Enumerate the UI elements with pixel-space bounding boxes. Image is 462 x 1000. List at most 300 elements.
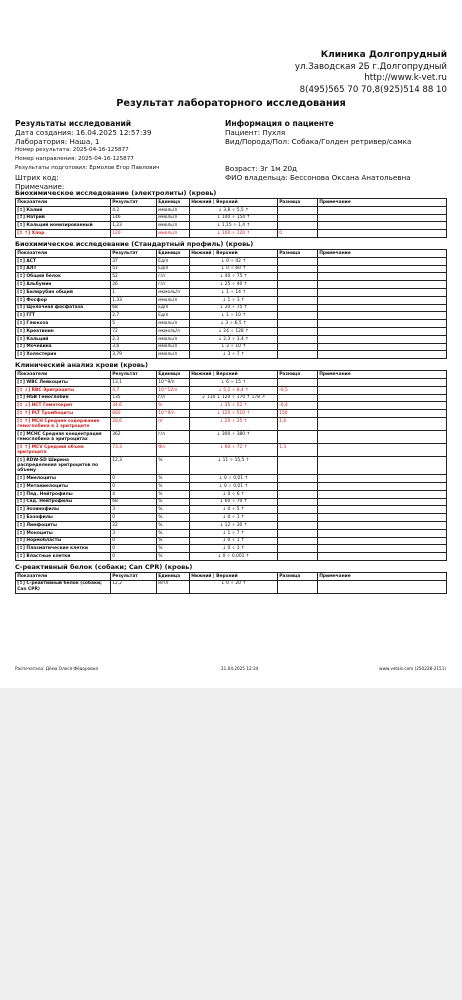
- cell-diff: -0,4: [278, 402, 318, 410]
- cell-result: 660: [111, 410, 157, 418]
- cell-diff: [278, 545, 318, 553]
- cell-note: [318, 343, 447, 351]
- cell-diff: [278, 351, 318, 359]
- table-row: [16, 490, 447, 498]
- cell-range: ↓ 0 ÷ 5 ↑: [190, 506, 278, 514]
- cell-range: ↓ 1,15 ÷ 1,4 ↑: [190, 222, 278, 230]
- table-row: [16, 521, 447, 529]
- cell-diff: [278, 553, 318, 561]
- cell-unit: ммоль/л: [157, 335, 190, 343]
- cell-result: 26: [111, 281, 157, 289]
- cell-note: [318, 402, 447, 410]
- cell-name: [↕] Эозинофилы: [16, 506, 111, 514]
- cell-result: 72: [111, 327, 157, 335]
- cell-range: ↓ 0 ÷ 20 ↑: [190, 580, 278, 593]
- cell-note: [318, 417, 447, 430]
- cell-range: ↓ 5,2 ÷ 8,4 ↑: [190, 386, 278, 394]
- table-row: [16, 430, 447, 443]
- cell-name: [↕] Альбумин: [16, 281, 111, 289]
- cell-range: ↓ 25 ÷ 40 ↑: [190, 281, 278, 289]
- column-header-note: Примечание: [318, 199, 447, 207]
- cell-name: [↕] Холестерин: [16, 351, 111, 359]
- column-header-range: Нижний | Верхний: [190, 249, 278, 257]
- cell-unit: г/л: [157, 394, 190, 402]
- cell-range: ↓ 0 ÷ 0,01 ↑: [190, 482, 278, 490]
- cell-note: [318, 327, 447, 335]
- result-number: Номер результата: 2025-04-16-125877: [15, 147, 129, 154]
- cell-diff: [278, 580, 318, 593]
- table-row: [16, 230, 447, 238]
- cell-range: ↓ 0 ÷ 60 ↑: [190, 265, 278, 273]
- column-header-result: Результат: [111, 199, 157, 207]
- cell-unit: %: [157, 482, 190, 490]
- cell-range: ↓ 0 ÷ 1 ↑: [190, 537, 278, 545]
- cell-unit: %: [157, 553, 190, 561]
- cell-note: [318, 410, 447, 418]
- cell-result: 12,2: [111, 580, 157, 593]
- cell-range: ↓ 0 ÷ 0,001 ↑: [190, 553, 278, 561]
- cell-range: ↓ 3 ÷ 6,5 ↑: [190, 320, 278, 328]
- cell-range: ↓ 11 ÷ 15,5 ↑: [190, 456, 278, 474]
- cell-name: [↕ ↑] PLT Тромбоциты: [16, 410, 111, 418]
- column-header-result: Результат: [111, 371, 157, 379]
- cell-range: ↓ 24 ÷ 128 ↑: [190, 327, 278, 335]
- cell-range: ↓ 1 ÷ 10 ↑: [190, 312, 278, 320]
- table-row: [16, 214, 447, 222]
- cell-result: 0: [111, 537, 157, 545]
- table-row: [16, 351, 447, 359]
- cell-result: 5: [111, 320, 157, 328]
- cell-result: 68: [111, 304, 157, 312]
- cell-name: [↕] Моноциты: [16, 529, 111, 537]
- table-row: [16, 456, 447, 474]
- cell-diff: [278, 320, 318, 328]
- table-row: [16, 304, 447, 312]
- cell-range: ↓ 100 ÷ 120 ↑: [190, 230, 278, 238]
- column-header-result: Результат: [111, 572, 157, 580]
- cell-unit: Ед/л: [157, 265, 190, 273]
- cell-note: [318, 257, 447, 265]
- cell-diff: [278, 304, 318, 312]
- table-row: [16, 443, 447, 456]
- cell-range: ↓ 140 ÷ 154 ↑: [190, 214, 278, 222]
- cell-diff: -0,5: [278, 386, 318, 394]
- cell-range: ↓ 0 ÷ 0,01 ↑: [190, 475, 278, 483]
- column-header-name: Показатели: [16, 199, 111, 207]
- cell-diff: [278, 296, 318, 304]
- table-row: [16, 320, 447, 328]
- cell-range: ↓ 3 ÷ 10 ↑: [190, 343, 278, 351]
- printed-at: 21.04.2025 12:34: [221, 666, 259, 671]
- cell-name: [↕] Нормобласты: [16, 537, 111, 545]
- cell-unit: Ед/л: [157, 257, 190, 265]
- research-info: [15, 119, 230, 191]
- clinic-website[interactable]: http://www.k-vet.ru: [364, 73, 447, 83]
- cell-diff: [278, 430, 318, 443]
- cell-result: 52: [111, 273, 157, 281]
- cell-result: 3: [111, 529, 157, 537]
- cell-unit: мг/л: [157, 580, 190, 593]
- column-header-diff: Разница: [278, 249, 318, 257]
- table-row: [16, 265, 447, 273]
- research-heading: Результаты исследований: [15, 119, 132, 128]
- cell-diff: 150: [278, 410, 318, 418]
- cell-diff: [278, 312, 318, 320]
- cell-note: [318, 553, 447, 561]
- cell-result: 22: [111, 521, 157, 529]
- clinic-phones: 8(495)565 70 70,8(925)514 88 10: [299, 84, 447, 95]
- cell-result: 3,6: [111, 343, 157, 351]
- printed-by: Распечатала: Дёма Олеся Фёдоровна: [15, 666, 98, 671]
- table-header-row: [16, 199, 447, 207]
- barcode-label: Штрих код:: [15, 173, 59, 183]
- cell-diff: [278, 475, 318, 483]
- cell-name: [↕] АСТ: [16, 257, 111, 265]
- cell-range: ↓ 1 ÷ 3 ↑: [190, 296, 278, 304]
- table-row: [16, 537, 447, 545]
- cell-note: [318, 214, 447, 222]
- table-row: [16, 335, 447, 343]
- cell-diff: [278, 222, 318, 230]
- cell-range: ↓ 1 ÷ 14 ↑: [190, 288, 278, 296]
- cell-name: [↕] Мочевина: [16, 343, 111, 351]
- cell-range: ↓ 0 ÷ 1 ↑: [190, 514, 278, 522]
- cell-diff: 1,3: [278, 443, 318, 456]
- cell-name: [↕] Лимфоциты: [16, 521, 111, 529]
- table-row: [16, 580, 447, 593]
- section-title: Биохимическое исследование (Стандартный профиль) (кровь): [15, 239, 254, 248]
- cell-name: [↕] Пяд. Нейтрофилы: [16, 490, 111, 498]
- cell-diff: [278, 537, 318, 545]
- cell-diff: [278, 273, 318, 281]
- cell-result: 3,79: [111, 351, 157, 359]
- cell-range: ↓ 60 ÷ 72 ↑: [190, 443, 278, 456]
- cell-unit: ммоль/л: [157, 351, 190, 359]
- cell-name: [↕] Калий: [16, 206, 111, 214]
- cell-diff: [278, 214, 318, 222]
- cell-note: [318, 281, 447, 289]
- cell-name: [↕] ГГТ: [16, 312, 111, 320]
- cell-name: [↕] Сяд. Нейтрофилы: [16, 498, 111, 506]
- cell-unit: ммоль/л: [157, 206, 190, 214]
- cell-note: [318, 265, 447, 273]
- cell-name: [↕] MCHC Средняя концентрация гемоглобина в эритроцитах: [16, 430, 111, 443]
- cell-unit: мкмоль/л: [157, 327, 190, 335]
- table-row: [16, 257, 447, 265]
- section-title: С-реактивный белок (собаки; Can CPR) (кровь): [15, 562, 193, 571]
- column-header-diff: Разница: [278, 572, 318, 580]
- table-row: [16, 514, 447, 522]
- table-row: [16, 529, 447, 537]
- cell-result: 51: [111, 265, 157, 273]
- cell-diff: 1,6: [278, 417, 318, 430]
- table-row: [16, 545, 447, 553]
- column-header-diff: Разница: [278, 199, 318, 207]
- results-sections: [15, 189, 446, 596]
- owner-name: ФИО владельца: Бессонова Оксана Анатольевна: [225, 173, 411, 183]
- cell-range: ↓ 40 ÷ 75 ↑: [190, 273, 278, 281]
- cell-name: [↕] С-реактивный белок (собаки; Can CPR): [16, 580, 111, 593]
- column-header-note: Примечание: [318, 371, 447, 379]
- cell-name: [↕ ↑] MCV Средний объем эритроцита: [16, 443, 111, 456]
- cell-result: 13,1: [111, 378, 157, 386]
- column-header-result: Результат: [111, 249, 157, 257]
- cell-result: 120: [111, 230, 157, 238]
- cell-unit: мкмоль/л: [157, 288, 190, 296]
- table-row: [16, 475, 447, 483]
- column-header-unit: Единица: [157, 572, 190, 580]
- cell-note: [318, 475, 447, 483]
- cell-unit: %: [157, 475, 190, 483]
- table-row: [16, 312, 447, 320]
- cell-name: [↕ ↑] MCH Среднее содержание гемоглобина в 1 эритроците: [16, 417, 111, 430]
- cell-unit: %: [157, 402, 190, 410]
- cell-name: [↕] Натрий: [16, 214, 111, 222]
- results-table: [15, 249, 447, 359]
- software-credit: www.vetais.com (250228-2151): [379, 666, 446, 671]
- column-header-range: Нижний | Верхний: [190, 572, 278, 580]
- cell-name: [↕] Базофилы: [16, 514, 111, 522]
- cell-range: ↙ 110 ↓ 120 ÷ 170 ↑ 178 ↗: [190, 394, 278, 402]
- table-row: [16, 281, 447, 289]
- table-row: [16, 273, 447, 281]
- cell-result: 28,6: [111, 417, 157, 430]
- cell-note: [318, 296, 447, 304]
- cell-diff: [278, 257, 318, 265]
- table-row: [16, 410, 447, 418]
- cell-name: [↕] Креатинин: [16, 327, 111, 335]
- cell-unit: г/л: [157, 430, 190, 443]
- cell-note: [318, 288, 447, 296]
- column-header-name: Показатели: [16, 249, 111, 257]
- table-row: [16, 296, 447, 304]
- cell-name: [↕] Щелочная фосфатаза: [16, 304, 111, 312]
- cell-note: [318, 529, 447, 537]
- cell-unit: %: [157, 514, 190, 522]
- note-label: Примечание:: [15, 182, 65, 192]
- cell-diff: [278, 394, 318, 402]
- cell-unit: ммоль/л: [157, 343, 190, 351]
- cell-result: 135: [111, 394, 157, 402]
- cell-diff: [278, 514, 318, 522]
- table-row: [16, 222, 447, 230]
- cell-range: ↓ 300 ÷ 380 ↑: [190, 430, 278, 443]
- cell-result: 3: [111, 506, 157, 514]
- cell-name: [↕] RDW-SD Ширина распределения эритроцитов по объему: [16, 456, 111, 474]
- cell-unit: %: [157, 506, 190, 514]
- cell-unit: ммоль/л: [157, 296, 190, 304]
- cell-name: [↕ ↓] HCT Гематокрит: [16, 402, 111, 410]
- cell-diff: [278, 335, 318, 343]
- cell-diff: [278, 506, 318, 514]
- cell-unit: %: [157, 456, 190, 474]
- table-row: [16, 482, 447, 490]
- results-table: [15, 572, 447, 594]
- cell-range: ↓ 20 ÷ 25 ↑: [190, 417, 278, 430]
- cell-diff: [278, 343, 318, 351]
- cell-result: 1: [111, 288, 157, 296]
- creation-date: Дата создания: 16.04.2025 12:57:39: [15, 128, 152, 138]
- cell-range: ↓ 3,8 ÷ 5,5 ↑: [190, 206, 278, 214]
- cell-unit: г/л: [157, 273, 190, 281]
- referral-number: Номер направления: 2025-04-16-125877: [15, 156, 134, 163]
- cell-range: ↓ 35 ÷ 52 ↑: [190, 402, 278, 410]
- cell-result: 68: [111, 498, 157, 506]
- cell-note: [318, 394, 447, 402]
- cell-note: [318, 514, 447, 522]
- cell-note: [318, 312, 447, 320]
- column-header-unit: Единица: [157, 371, 190, 379]
- table-header-row: [16, 371, 447, 379]
- cell-result: 0: [111, 475, 157, 483]
- column-header-unit: Единица: [157, 199, 190, 207]
- cell-result: 0: [111, 514, 157, 522]
- cell-diff: 0: [278, 230, 318, 238]
- column-header-name: Показатели: [16, 371, 111, 379]
- cell-result: 4: [111, 490, 157, 498]
- cell-note: [318, 304, 447, 312]
- cell-unit: ммоль/л: [157, 320, 190, 328]
- cell-name: [↕] АЛТ: [16, 265, 111, 273]
- cell-name: [↕] WBC Лейкоциты: [16, 378, 111, 386]
- table-row: [16, 394, 447, 402]
- cell-name: [↕ ↑] Хлор: [16, 230, 111, 238]
- cell-name: [↕] Миелоциты: [16, 475, 111, 483]
- cell-result: 2,3: [111, 335, 157, 343]
- cell-range: ↓ 20 ÷ 75 ↑: [190, 304, 278, 312]
- cell-note: [318, 206, 447, 214]
- cell-unit: 10^9/л: [157, 378, 190, 386]
- cell-unit: пг: [157, 417, 190, 430]
- cell-note: [318, 230, 447, 238]
- cell-note: [318, 443, 447, 456]
- cell-note: [318, 506, 447, 514]
- cell-note: [318, 320, 447, 328]
- cell-unit: Ед/л: [157, 312, 190, 320]
- cell-unit: %: [157, 490, 190, 498]
- cell-result: 362: [111, 430, 157, 443]
- cell-name: [↕ ↓] RBC Эритроциты: [16, 386, 111, 394]
- cell-diff: [278, 490, 318, 498]
- patient-info: [225, 119, 455, 182]
- cell-diff: [278, 529, 318, 537]
- cell-result: 1,33: [111, 296, 157, 304]
- results-table: [15, 198, 447, 238]
- cell-note: [318, 430, 447, 443]
- cell-range: ↓ 0 ÷ 42 ↑: [190, 257, 278, 265]
- table-row: [16, 402, 447, 410]
- cell-result: 146: [111, 214, 157, 222]
- cell-unit: ммоль/л: [157, 230, 190, 238]
- table-row: [16, 417, 447, 430]
- cell-name: [↕] HGB Гемоглобин: [16, 394, 111, 402]
- cell-unit: 10^9/л: [157, 410, 190, 418]
- cell-diff: [278, 456, 318, 474]
- laboratory: Лаборатория: Наша, 1: [15, 137, 100, 147]
- column-header-note: Примечание: [318, 572, 447, 580]
- table-row: [16, 327, 447, 335]
- cell-range: ↓ 12 ÷ 30 ↑: [190, 521, 278, 529]
- patient-heading: Информация о пациенте: [225, 119, 334, 128]
- cell-diff: [278, 206, 318, 214]
- cell-note: [318, 580, 447, 593]
- cell-diff: [278, 327, 318, 335]
- cell-result: 73,3: [111, 443, 157, 456]
- cell-range: ↓ 2,3 ÷ 3,4 ↑: [190, 335, 278, 343]
- cell-diff: [278, 378, 318, 386]
- cell-range: ↓ 0 ÷ 6 ↑: [190, 490, 278, 498]
- cell-result: 4,7: [111, 386, 157, 394]
- table-row: [16, 378, 447, 386]
- column-header-note: Примечание: [318, 249, 447, 257]
- cell-result: 0: [111, 553, 157, 561]
- cell-note: [318, 545, 447, 553]
- cell-range: ↓ 1 ÷ 7 ↑: [190, 529, 278, 537]
- cell-diff: [278, 498, 318, 506]
- section-title: Биохимическое исследование (электролиты) (кровь): [15, 189, 217, 197]
- cell-name: [↕] Глюкоза: [16, 320, 111, 328]
- cell-note: [318, 490, 447, 498]
- column-header-name: Показатели: [16, 572, 111, 580]
- cell-name: [↕] Билирубин общий: [16, 288, 111, 296]
- cell-unit: Ед/л: [157, 304, 190, 312]
- cell-diff: [278, 521, 318, 529]
- cell-result: 37: [111, 257, 157, 265]
- cell-name: [↕] Плазматические клетки: [16, 545, 111, 553]
- cell-note: [318, 521, 447, 529]
- table-header-row: [16, 249, 447, 257]
- cell-range: ↓ 120 ÷ 510 ↑: [190, 410, 278, 418]
- column-header-diff: Разница: [278, 371, 318, 379]
- table-row: [16, 553, 447, 561]
- cell-result: 12,3: [111, 456, 157, 474]
- cell-result: 2,7: [111, 312, 157, 320]
- table-row: [16, 343, 447, 351]
- column-header-range: Нижний | Верхний: [190, 199, 278, 207]
- cell-note: [318, 335, 447, 343]
- cell-name: [↕] Метамиелоциты: [16, 482, 111, 490]
- patient-age: Возраст: 3г 1м 20д: [225, 164, 297, 174]
- cell-diff: [278, 265, 318, 273]
- table-row: [16, 386, 447, 394]
- cell-unit: ммоль/л: [157, 222, 190, 230]
- cell-diff: [278, 288, 318, 296]
- results-table: [15, 370, 447, 561]
- cell-name: [↕] Кальций ионизированный: [16, 222, 111, 230]
- cell-result: 0: [111, 482, 157, 490]
- cell-unit: %: [157, 545, 190, 553]
- cell-range: ↓ 3 ÷ 7 ↑: [190, 351, 278, 359]
- cell-unit: %: [157, 537, 190, 545]
- section-title: Клинический анализ крови (кровь): [15, 361, 148, 370]
- cell-unit: ммоль/л: [157, 214, 190, 222]
- cell-name: [↕] Кальций: [16, 335, 111, 343]
- clinic-address: ул.Заводская 2Б г.Долгопрудный: [294, 61, 447, 72]
- table-row: [16, 506, 447, 514]
- cell-unit: Фл: [157, 443, 190, 456]
- cell-unit: г/л: [157, 281, 190, 289]
- cell-result: 0: [111, 545, 157, 553]
- table-row: [16, 288, 447, 296]
- table-row: [16, 498, 447, 506]
- clinic-name: Клиника Долгопрудный: [320, 50, 447, 60]
- cell-note: [318, 456, 447, 474]
- column-header-range: Нижний | Верхний: [190, 371, 278, 379]
- patient-name: Пациент: Пухля: [225, 128, 286, 138]
- cell-unit: %: [157, 521, 190, 529]
- cell-note: [318, 386, 447, 394]
- cell-name: [↕] Властные клетки: [16, 553, 111, 561]
